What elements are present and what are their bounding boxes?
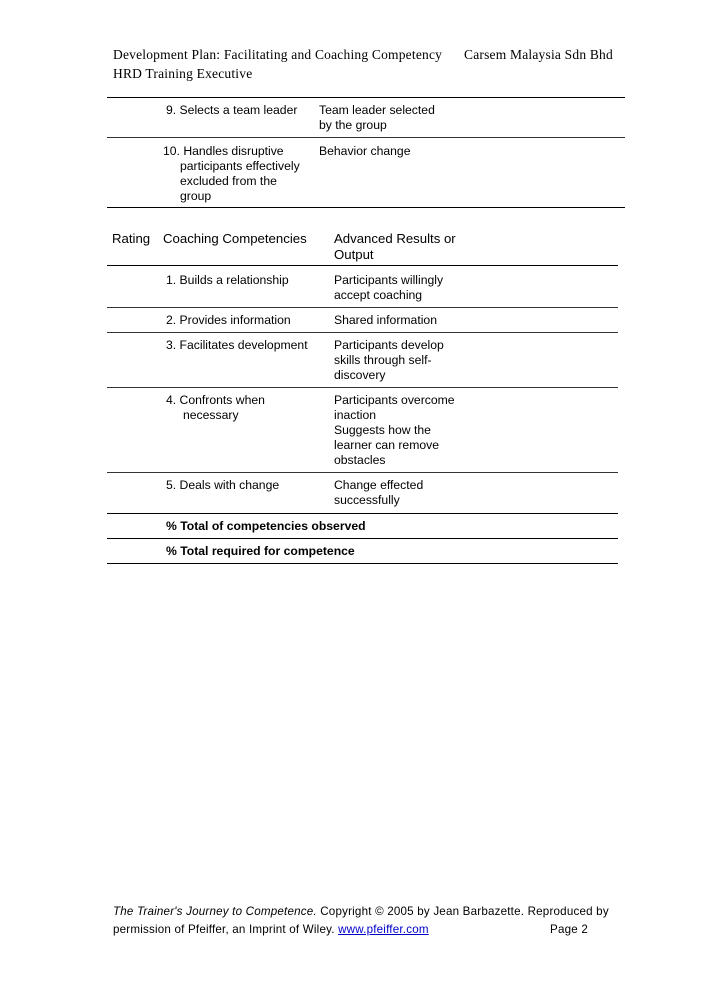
row-divider bbox=[107, 307, 618, 308]
total-required: % Total required for competence bbox=[166, 544, 355, 558]
top-row-2-competency: 10. Handles disruptive participants effectively excluded from the group bbox=[163, 144, 300, 203]
header-title: Development Plan: Facilitating and Coaching Competency bbox=[113, 47, 443, 62]
coaching-row-3-result: Participants develop skills through self- discovery bbox=[334, 338, 444, 382]
table-bottom-rule bbox=[107, 207, 625, 208]
coaching-row-4-competency: 4. Confronts when necessary bbox=[166, 393, 265, 422]
coaching-row-1-result: Participants willingly accept coaching bbox=[334, 273, 444, 302]
footer-line-2 bbox=[113, 921, 588, 939]
footer-book-title: The Trainer's Journey to Competence. bbox=[113, 905, 317, 918]
footer-line-1 bbox=[113, 903, 609, 921]
footer-permission: permission of Pfeiffer, an Imprint of Wiley. bbox=[113, 923, 339, 936]
top-row-2-result: Behavior change bbox=[319, 144, 411, 158]
row-divider bbox=[107, 472, 618, 473]
coaching-row-5-competency: 5. Deals with change bbox=[166, 478, 280, 492]
top-row-1-competency: 9. Selects a team leader bbox=[166, 103, 298, 117]
table-top-rule bbox=[107, 97, 625, 98]
row-divider bbox=[107, 513, 618, 514]
header-subtitle: HRD Training Executive bbox=[113, 66, 253, 81]
coaching-row-4-result: Participants overcome inaction Suggests how the learner can remove obstacles bbox=[334, 393, 455, 467]
coaching-row-2-competency: 2. Provides information bbox=[166, 313, 291, 327]
footer-link[interactable]: www.pfeiffer.com bbox=[338, 923, 429, 936]
top-row-1-result: Team leader selected by the group bbox=[319, 103, 435, 132]
row-divider bbox=[107, 137, 625, 138]
row-divider bbox=[107, 332, 618, 333]
row-divider bbox=[107, 387, 618, 388]
coaching-row-3-competency: 3. Facilitates development bbox=[166, 338, 308, 352]
header-competencies: Coaching Competencies bbox=[163, 231, 307, 246]
coaching-row-2-result: Shared information bbox=[334, 313, 437, 327]
header-results: Advanced Results or Output bbox=[334, 231, 456, 262]
footer-copyright: Copyright © 2005 by Jean Barbazette. Reproduced by bbox=[316, 905, 609, 918]
row-divider bbox=[107, 538, 618, 539]
header-rule bbox=[107, 265, 618, 266]
header-rating: Rating bbox=[112, 231, 151, 246]
total-observed: % Total of competencies observed bbox=[166, 519, 366, 533]
table-end-rule bbox=[107, 563, 618, 564]
coaching-row-1-competency: 1. Builds a relationship bbox=[166, 273, 289, 287]
header-company: Carsem Malaysia Sdn Bhd bbox=[464, 47, 613, 62]
coaching-row-5-result: Change effected successfully bbox=[334, 478, 424, 507]
footer-page-number: Page 2 bbox=[550, 923, 588, 936]
